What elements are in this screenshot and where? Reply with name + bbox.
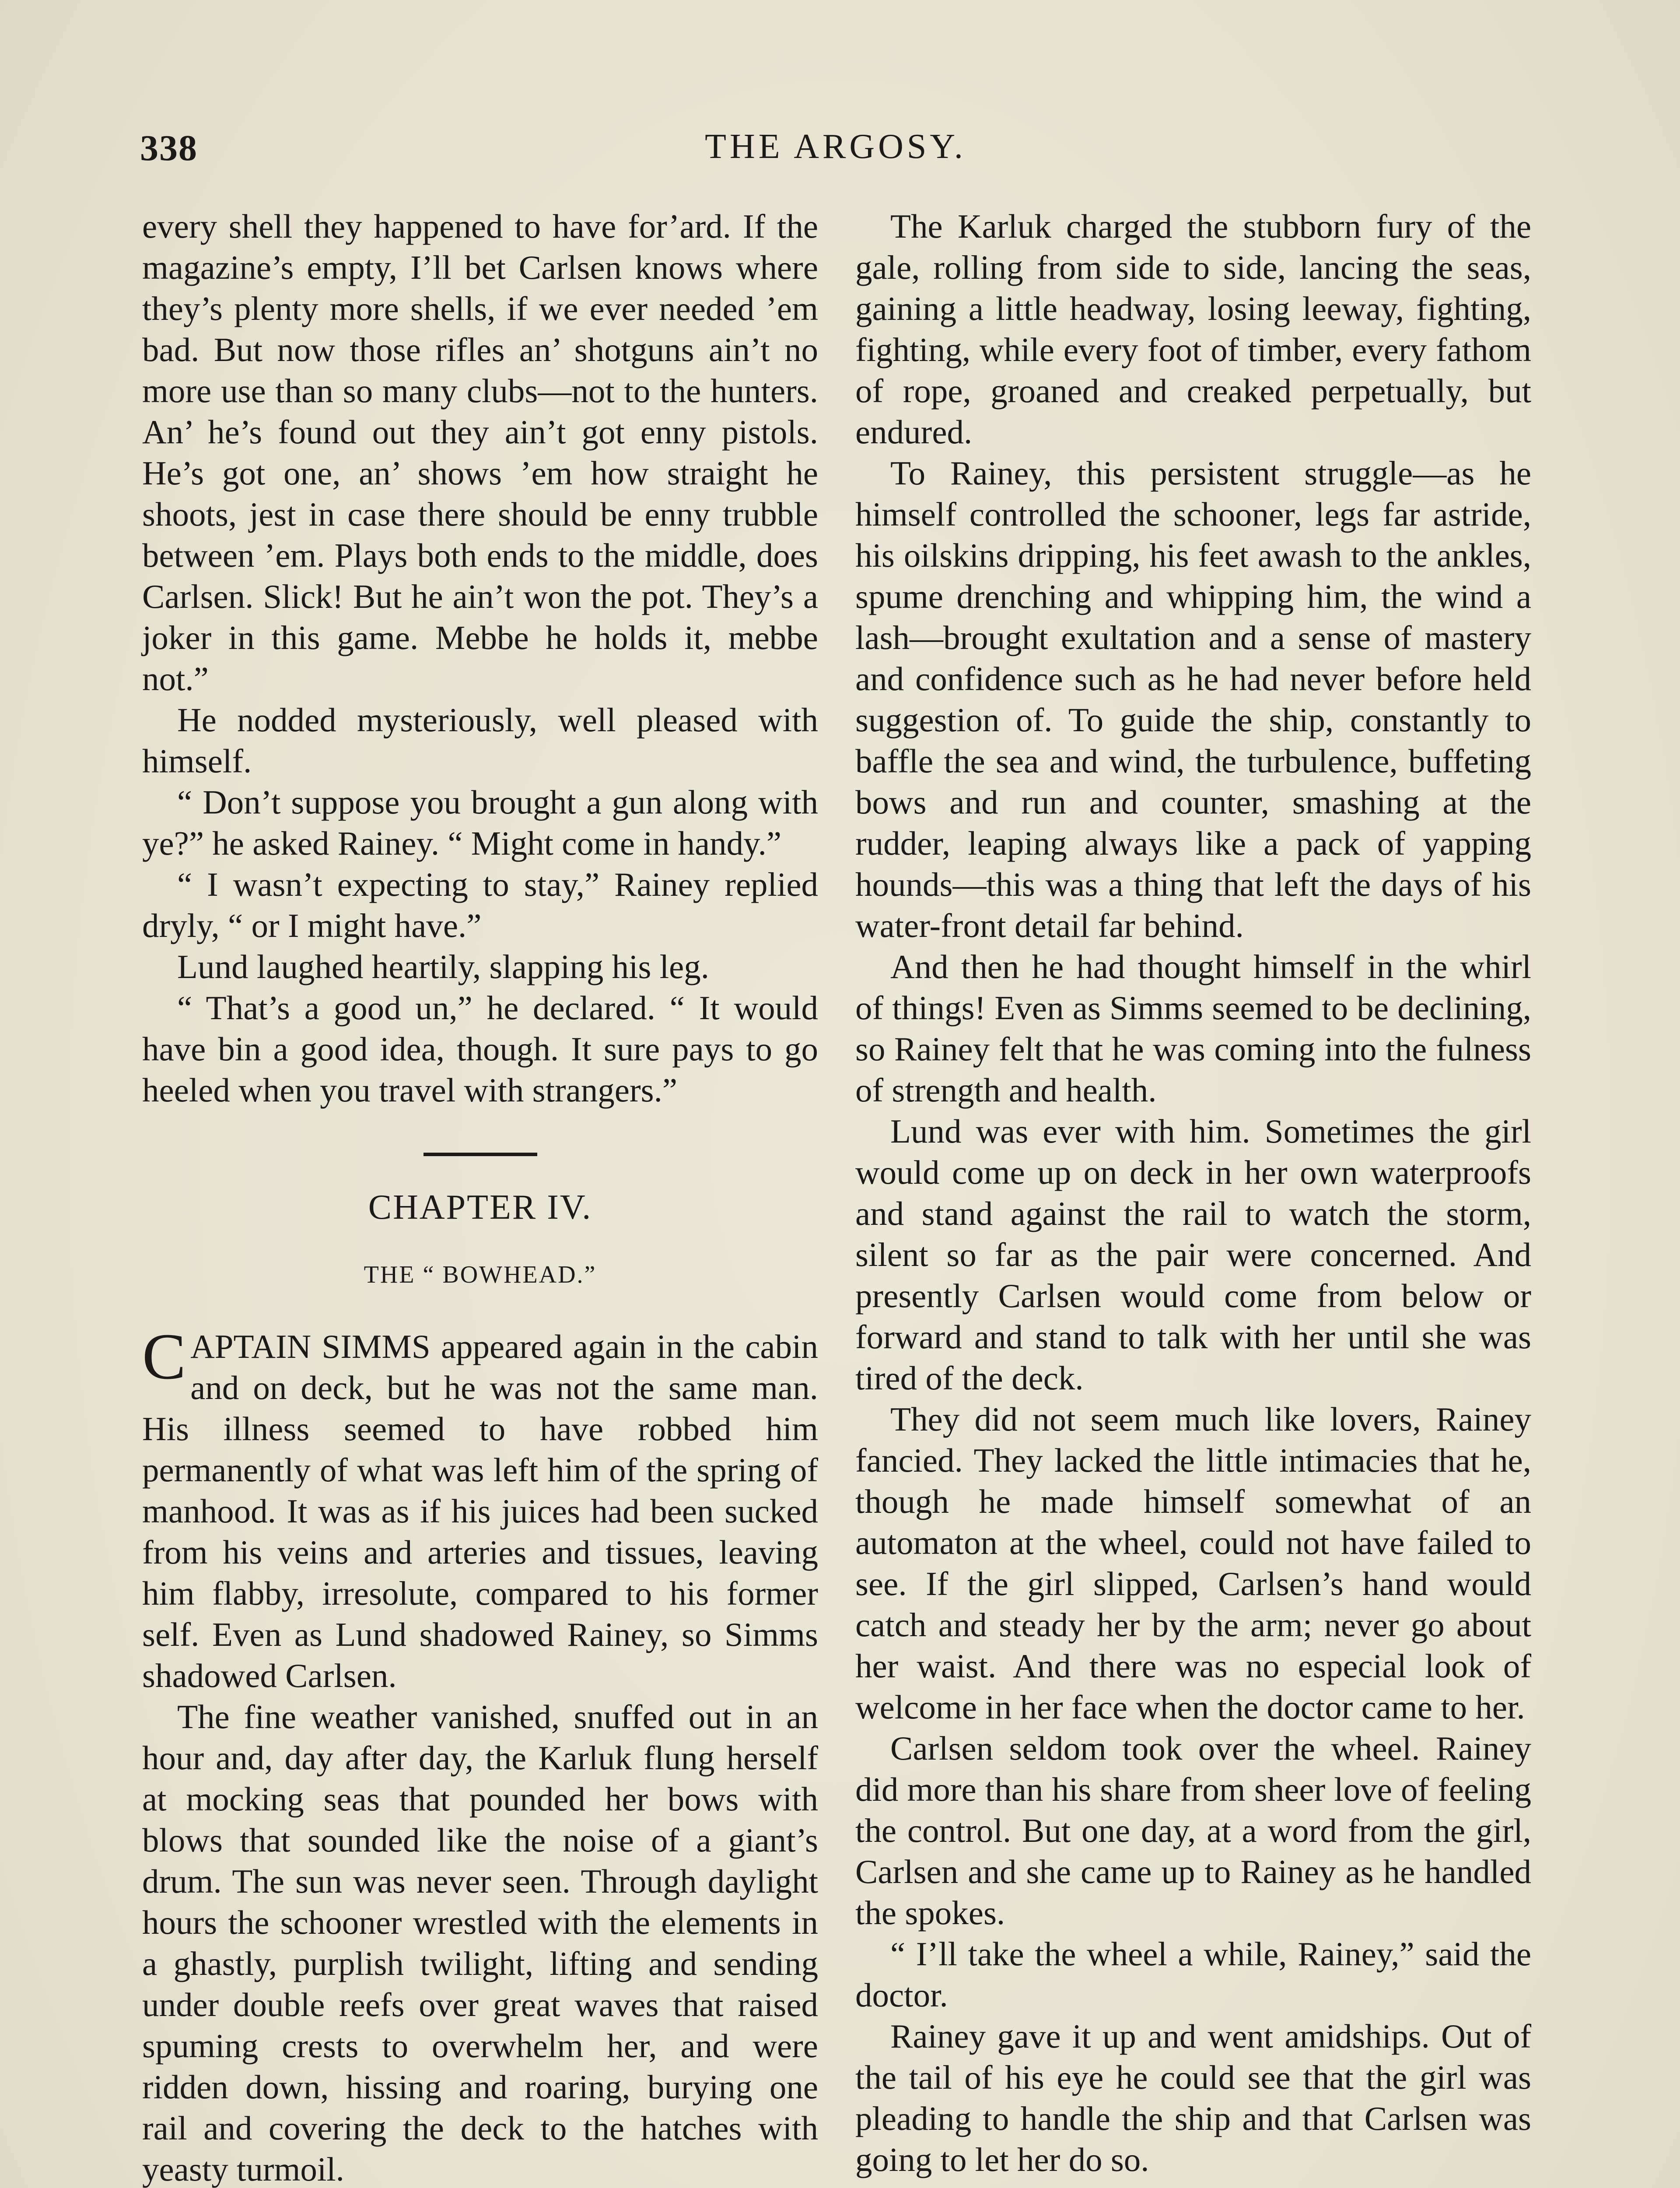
paragraph: The fine weather vanished, snuffed out in an hour and, day after day, the Karluk flung herself at mocking seas that pounded her bows with blows that sounded like the noise of a giant’s drum. The sun was never seen. Through daylight hours the schooner wrestled with the elements in a ghastly, purplish twilight, lifting and sending under double reefs over great waves that raised spuming crests to overwhelm her, and were ridden down, hissing and roaring, burying one rail and covering the deck to the hatches with yeasty turmoil. xyxy=(142,1698,818,2188)
paragraph: every shell they happened to have for’ard. If the magazine’s empty, I’ll bet Carlsen knows where they’s plenty more shells, if we ever needed ’em bad. But now those rifles an’ shotguns ain’t no more use than so many clubs—not to the hunters. An’ he’s found out they ain’t got enny pistols. He’s got one, an’ shows ’em how straight he shoots, jest in case there should be enny trubble between ’em. Plays both ends to the middle, does Carlsen. Slick! But he ain’t won the pot. They’s a joker in this game. Mebbe he holds it, mebbe not.” xyxy=(142,207,818,698)
chapter-opening-paragraph xyxy=(142,1320,818,1696)
drop-cap: C xyxy=(142,1320,186,1393)
paragraph: “ I wasn’t expecting to stay,” Rainey replied dryly, “ or I might have.” xyxy=(142,866,818,944)
paragraph-text: APTAIN SIMMS appeared again in the cabin and on deck, but he was not the same man. His illness seemed to have robbed him permanently of what was left him of the spring of manhood. It was as if his juices had been sucked from his veins and arteries and tissues, leaving him flabby, irresolute, compared to his former self. Even as Lund shadowed Rainey, so Simms shadowed Carlsen. xyxy=(142,1328,818,1694)
paragraph: And then he had thought himself in the whirl of things! Even as Simms seemed to be declining, so Rainey felt that he was coming into the fulness of strength and health. xyxy=(855,948,1531,1109)
section-divider xyxy=(424,1153,537,1156)
chapter-subtitle: THE “ BOWHEAD.” xyxy=(364,1261,597,1288)
paragraph: Carlsen seldom took over the wheel. Rainey did more than his share from sheer love of feeling the control. But one day, at a word from the girl, Carlsen and she came up to Rainey as he handled the spokes. xyxy=(855,1729,1531,1932)
running-title: THE ARGOSY. xyxy=(705,127,966,166)
left-column xyxy=(142,206,818,2188)
paragraph: The Karluk charged the stubborn fury of the gale, rolling from side to side, lancing the seas, gaining a little headway, losing leeway, fighting, fighting, while every foot of timber, every fathom of rope, groaned and creaked perpetually, but endured. xyxy=(855,207,1531,451)
chapter-title: CHAPTER IV. xyxy=(368,1188,592,1227)
paragraph: To Rainey, this persistent struggle—as he himself controlled the schooner, legs far astride, his oilskins dripping, his feet awash to the ankles, spume drenching and whipping him, the wind a lash—brought exultation and a sense of mastery and confidence such as he had never before held suggestion of. To guide the ship, constantly to baffle the sea and wind, the turbulence, buffeting bows and run and counter, smashing at the rudder, leaping always like a pack of yapping hounds—this was a thing that left the days of his water-front detail far behind. xyxy=(855,454,1531,944)
paragraph: “ Don’t suppose you brought a gun along with ye?” he asked Rainey. “ Might come in handy.” xyxy=(142,783,818,862)
paragraph: “ I’ll take the wheel a while, Rainey,” said the doctor. xyxy=(855,1935,1531,2014)
paragraph: “ That’s a good un,” he declared. “ It would have bin a good idea, though. It sure pays to go heeled when you travel with strangers.” xyxy=(142,989,818,1109)
right-column xyxy=(855,206,1531,2180)
page-header xyxy=(140,127,1531,184)
paragraph: Lund was ever with him. Sometimes the girl would come up on deck in her own waterproofs and stand against the rail to watch the storm, silent so far as the pair were concerned. And presently Carlsen would come from below or forward and stand to talk with her until she was tired of the deck. xyxy=(855,1112,1531,1397)
page-number: 338 xyxy=(140,128,198,168)
paragraph: He nodded mysteriously, well pleased with himself. xyxy=(142,701,818,780)
paragraph: They did not seem much like lovers, Rainey fancied. They lacked the little intimacies that he, though he made himself somewhat of an automaton at the wheel, could not have failed to see. If the girl slipped, Carlsen’s hand would catch and steady her by the arm; never go about her waist. And there was no especial look of welcome in her face when the doctor came to her. xyxy=(855,1400,1531,1726)
paragraph: Rainey gave it up and went amidships. Out of the tail of his eye he could see that the girl was pleading to handle the ship and that Carlsen was going to let her do so. xyxy=(855,2017,1531,2178)
paragraph: Lund laughed heartily, slapping his leg. xyxy=(177,948,710,985)
